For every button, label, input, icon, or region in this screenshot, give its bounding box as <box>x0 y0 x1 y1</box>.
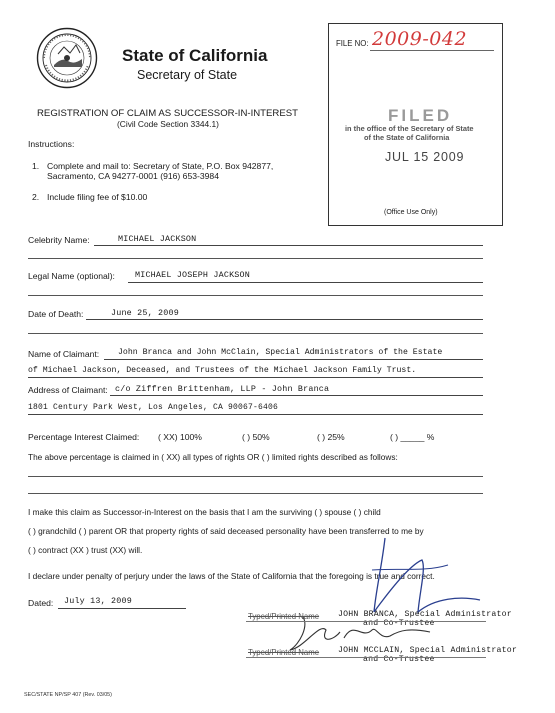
office-title: Secretary of State <box>137 68 238 82</box>
claimant-line-1: John Branca and John McClain, Special Administrators of the Estate <box>118 348 443 357</box>
office-use-only-label: (Office Use Only) <box>384 209 438 216</box>
signature-1-name-prefix: Typed/Printed Name <box>248 612 320 621</box>
basis-line-1: I make this claim as Successor-in-Interest on the basis that I am the surviving ( ) spouse ( ) child <box>28 507 381 517</box>
claimant-underline-2 <box>28 377 483 378</box>
signature-2-title: and Co-Trustee <box>363 655 435 664</box>
percentage-claimed-text: The above percentage is claimed in ( XX) all types of rights OR ( ) limited rights described as follows: <box>28 452 398 462</box>
signature-1-name: JOHN BRANCA, Special Administrator <box>338 610 512 619</box>
address-line-2: 1801 Century Park West, Los Angeles, CA 90067-6406 <box>28 403 279 412</box>
claimant-underline-1 <box>104 359 483 360</box>
signature-2-name: JOHN MCCLAIN, Special Administrator <box>338 646 517 655</box>
limited-rights-line <box>28 476 483 477</box>
signature-2-name-prefix: Typed/Printed Name <box>248 648 320 657</box>
signature-1-line <box>246 621 486 622</box>
filed-date: JUL 15 2009 <box>385 150 465 164</box>
claimant-label: Name of Claimant: <box>28 349 100 359</box>
separator <box>28 258 483 259</box>
filed-stamp: FILED <box>388 106 453 125</box>
date-of-death-label: Date of Death: <box>28 309 84 319</box>
address-underline-1 <box>110 395 483 396</box>
instruction-2-number: 2. <box>32 192 40 202</box>
separator <box>28 333 483 334</box>
file-no-underline <box>370 50 494 51</box>
limited-rights-line <box>28 493 483 494</box>
signature-1-title: and Co-Trustee <box>363 619 435 628</box>
dated-label: Dated: <box>28 598 54 608</box>
percentage-option-50[interactable]: ( ) 50% <box>242 432 270 442</box>
declaration-text: I declare under penalty of perjury under the laws of the State of California that the foregoing is true and correct. <box>28 571 435 581</box>
dated-value: July 13, 2009 <box>64 596 132 606</box>
basis-line-3: ( ) contract (XX ) trust (XX) will. <box>28 545 143 555</box>
address-label: Address of Claimant: <box>28 385 108 395</box>
instruction-2-text: Include filing fee of $10.00 <box>47 192 148 202</box>
address-line-1: c/o Ziffren Brittenham, LLP - John Branca <box>115 384 330 394</box>
instructions-label: Instructions: <box>28 139 75 149</box>
file-no-value: 2009-042 <box>372 28 468 50</box>
basis-line-2: ( ) grandchild ( ) parent OR that property rights of said deceased personality have been transferred to me by <box>28 526 424 536</box>
percentage-label: Percentage Interest Claimed: <box>28 432 140 442</box>
percentage-option-other[interactable]: ( ) _____ % <box>390 432 435 442</box>
percentage-option-100[interactable]: ( XX) 100% <box>158 432 202 442</box>
form-title: REGISTRATION OF CLAIM AS SUCCESSOR-IN-INTEREST <box>37 108 299 119</box>
percentage-option-25[interactable]: ( ) 25% <box>317 432 345 442</box>
handwritten-signature-branca <box>330 520 520 620</box>
celebrity-name-value: MICHAEL JACKSON <box>118 234 197 244</box>
legal-name-underline <box>128 282 483 283</box>
address-underline-2 <box>28 414 483 415</box>
signature-2-line <box>246 657 486 658</box>
state-title: State of California <box>122 46 268 65</box>
instruction-1-number: 1. <box>32 161 40 171</box>
form-subtitle: (Civil Code Section 3344.1) <box>117 119 219 129</box>
legal-name-value: MICHAEL JOSEPH JACKSON <box>135 270 250 280</box>
celebrity-name-label: Celebrity Name: <box>28 235 90 245</box>
form-id-footer: SEC/STATE NP/SP 407 (Rev. 03/05) <box>24 692 112 698</box>
dated-underline <box>58 608 186 609</box>
file-no-label: FILE NO: <box>336 39 369 48</box>
date-of-death-underline <box>86 319 483 320</box>
claimant-line-2: of Michael Jackson, Deceased, and Trustees of the Michael Jackson Family Trust. <box>28 366 417 375</box>
legal-name-label: Legal Name (optional): <box>28 271 115 281</box>
separator <box>28 295 483 296</box>
filed-line-2: of the State of California <box>364 133 450 142</box>
state-seal-icon <box>36 27 98 89</box>
instruction-1-line-2: Sacramento, CA 94277-0001 (916) 653-3984 <box>47 171 219 181</box>
filed-line-1: in the office of the Secretary of State <box>345 124 474 133</box>
celebrity-name-underline <box>94 245 483 246</box>
date-of-death-value: June 25, 2009 <box>111 308 179 318</box>
instruction-1-line-1: Complete and mail to: Secretary of State, P.O. Box 942877, <box>47 161 274 171</box>
